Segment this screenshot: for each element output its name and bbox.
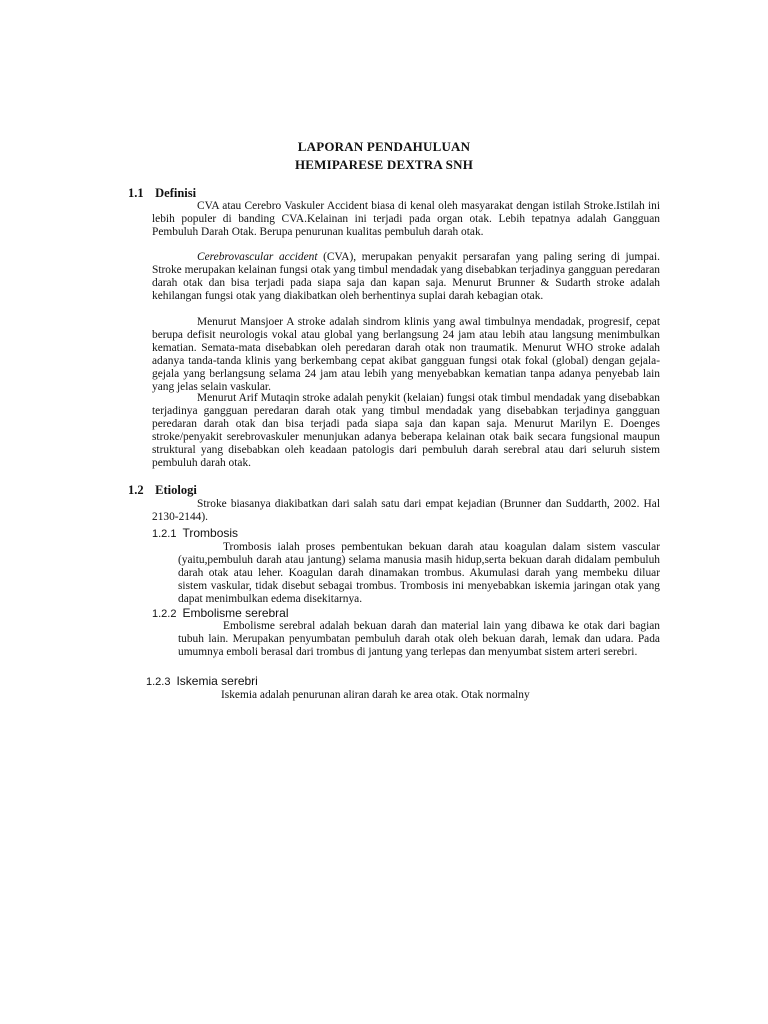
- subsection-title: Trombosis: [182, 526, 239, 540]
- iskemia-paragraph: Iskemia adalah penurunan aliran darah ke area otak. Otak normalny: [221, 689, 530, 701]
- section-number: 1.2: [128, 483, 144, 497]
- definisi-paragraph-4: Menurut Arif Mutaqin stroke adalah penykit (kelaian) fungsi otak timbul mendadak yang disebabkan terjadinya gangguan peredaran darah otak yang timbul mendadak yang disebabkan terjadinya gangguan peredaran darah otak dan bisa terjadi pada siapa saja dan kapan saja. Menurut Marilyn E. Doenges stroke/penyakit serebrovaskuler menunjukan adanya beberapa kelainan otak baik secara fungsional maupun struktural yang disebabkan oleh keadaan patologis dari pembuluh darah serebral atau dari seluruh sistem pembuluh darah otak.: [152, 392, 660, 469]
- definisi-paragraph-1: CVA atau Cerebro Vaskuler Accident biasa di kenal oleh masyarakat dengan istilah Stroke.Istilah ini lebih populer di banding CVA.Kelainan ini terjadi pada organ otak. Lebih tepatnya adalah Gangguan Pembuluh Darah Otak. Berupa penurunan kualitas pembuluh darah otak.: [152, 200, 660, 238]
- section-heading-definisi: [128, 186, 196, 201]
- subsection-heading-iskemia: [146, 674, 258, 688]
- trombosis-paragraph: Trombosis ialah proses pembentukan bekuan darah atau koagulan dalam sistem vascular (yaitu,pembuluh darah atau jantung) selama manusia masih hidup,serta bekuan darah didalam pembuluh darah otak atau leher. Koagulan darah dinamakan trombus. Akumulasi darah yang membeku diluar sistem vaskular, tidak disebut sebagai trombus. Trombosis ini menyebabkan iskemia jaringan otak yang dapat menimbulkan edema disekitarnya.: [178, 541, 660, 605]
- definisi-paragraph-2: [152, 251, 660, 303]
- subsection-heading-embolisme: [152, 606, 289, 620]
- italic-term: Cerebrovascular accident: [197, 251, 318, 263]
- document-subtitle: HEMIPARESE DEXTRA SNH: [294, 157, 474, 172]
- section-title: Definisi: [155, 186, 197, 200]
- etiologi-intro: Stroke biasanya diakibatkan dari salah satu dari empat kejadian (Brunner dan Suddarth, 2002. Hal 2130-2144).: [152, 498, 660, 523]
- embolisme-paragraph: Embolisme serebral adalah bekuan darah dan material lain yang dibawa ke otak dari bagian tubuh lain. Merupakan penyumbatan pembuluh darah otak oleh bekuan darah, lemak dan udara. Pada umumnya emboli berasal dari trombus di jantung yang terlepas dan menyumbat sistem arteri serebri.: [178, 620, 660, 658]
- paragraph-text: (CVA), merupakan penyakit persarafan yang paling sering di jumpai. Stroke merupakan kelainan fungsi otak yang timbul mendadak yang disebabkan terjadinya gangguan peredaran darah otak dan bisa terjadi pada siapa saja dan kapan saja. Menurut Brunner & Sudarth stroke adalah kehilangan fungsi otak yang diakibatkan oleh berhentinya suplai darah kebagian otak.: [152, 251, 660, 302]
- section-number: 1.1: [128, 186, 144, 200]
- section-title: Etiologi: [155, 483, 197, 497]
- subsection-number: 1.2.3: [146, 676, 171, 688]
- subsection-number: 1.2.2: [152, 608, 177, 620]
- definisi-paragraph-3: Menurut Mansjoer A stroke adalah sindrom klinis yang awal timbulnya mendadak, progresif, cepat berupa defisit neurologis vokal atau global yang berlangsung 24 jam atau lebih atau langsung menimbulkan kematian. Semata-mata disebabkan oleh peredaran darah otak non traumatik. Menurut WHO stroke adalah adanya tanda-tanda klinis yang berkembang cepat akibat gangguan fungsi otak fokal (global) dengan gejala-gejala yang berlangsung selama 24 jam atau lebih yang menyebabkan kematian tanpa adanya penyebab lain yang jelas selain vaskular.: [152, 316, 660, 393]
- document-title: LAPORAN PENDAHULUAN: [297, 139, 471, 154]
- subsection-number: 1.2.1: [152, 528, 177, 540]
- subsection-title: Embolisme serebral: [182, 606, 289, 620]
- section-heading-etiologi: [128, 483, 197, 498]
- subsection-heading-trombosis: [152, 526, 238, 540]
- subsection-title: Iskemia serebri: [176, 674, 258, 688]
